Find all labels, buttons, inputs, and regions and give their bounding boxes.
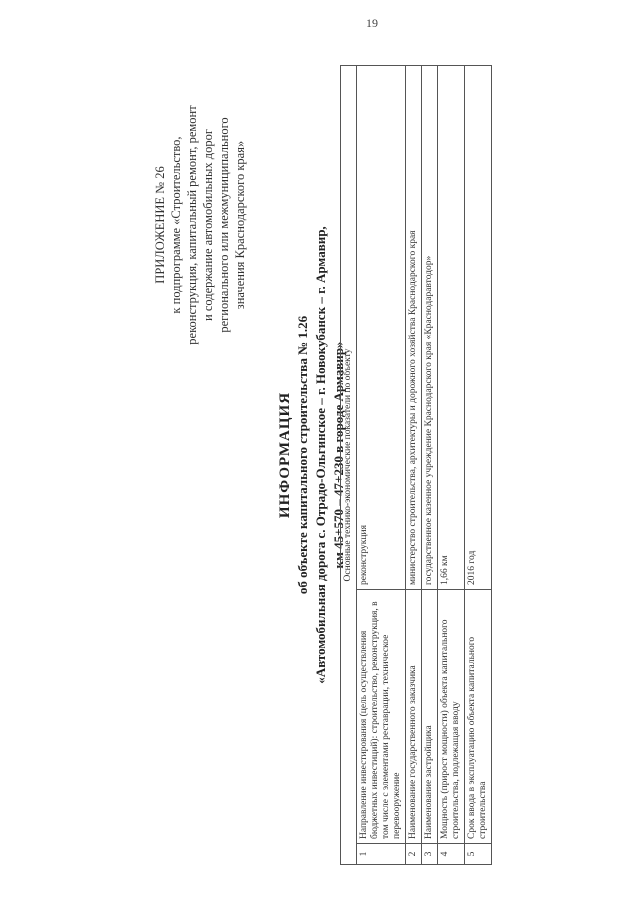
document-subtitle: об объекте капитального строительства № 1.26 <box>295 315 310 595</box>
table-row <box>357 66 406 865</box>
row-label: Наименование государственного заказчика <box>406 590 422 844</box>
rotated-content <box>60 55 540 865</box>
appendix-line: регионального или межмуниципального <box>217 117 231 333</box>
row-number: 3 <box>422 844 438 865</box>
row-value: реконструкция <box>357 66 406 590</box>
table-header-row <box>341 66 357 865</box>
table-row <box>465 66 492 865</box>
table-row <box>406 66 422 865</box>
row-value: государственное казенное учреждение Краснодарского края «Краснодаравтодор» <box>422 66 438 590</box>
row-label: Наименование застройщика <box>422 590 438 844</box>
row-value: министерство строительства, архитектуры и дорожного хозяйства Краснодарского края <box>406 66 422 590</box>
table-row <box>422 66 438 865</box>
row-number: 1 <box>357 844 406 865</box>
appendix-line: значения Краснодарского края» <box>233 140 247 310</box>
appendix-line: и содержание автомобильных дорог <box>201 129 215 321</box>
row-label: Мощность (прирост мощности) объекта капитального строительства, подлежащая вводу <box>438 590 465 844</box>
info-table <box>340 65 492 865</box>
appendix-block <box>152 85 248 365</box>
object-name-line1: «Автомобильная дорога с. Отрадо-Ольгинское – г. Новокубанск – г. Армавир, <box>313 226 328 684</box>
appendix-line: к подпрограмме «Строительство, <box>169 136 183 314</box>
row-label: Срок ввода в эксплуатацию объекта капитального строительства <box>465 590 492 844</box>
row-number: 2 <box>406 844 422 865</box>
row-number: 4 <box>438 844 465 865</box>
table-header: Основные технико-экономические показатели по объекту <box>341 66 357 865</box>
appendix-line: ПРИЛОЖЕНИЕ № 26 <box>153 166 167 284</box>
document-title: ИНФОРМАЦИЯ <box>277 391 293 519</box>
page-number: 19 <box>366 16 378 30</box>
row-number: 5 <box>465 844 492 865</box>
row-value: 1,66 км <box>438 66 465 590</box>
table-row <box>438 66 465 865</box>
row-label: Направление инвестирования (цель осуществления бюджетных инвестиций): строительство, реконструкция, в том числе с элементами реставрации, техническое перевооружение <box>357 590 406 844</box>
appendix-line: реконструкция, капитальный ремонт, ремонт <box>185 105 199 345</box>
row-value: 2016 год <box>465 66 492 590</box>
object-name-line2: км 45+570 – 47+230 в городе Армавир» <box>331 341 346 569</box>
document-heading <box>276 195 348 715</box>
